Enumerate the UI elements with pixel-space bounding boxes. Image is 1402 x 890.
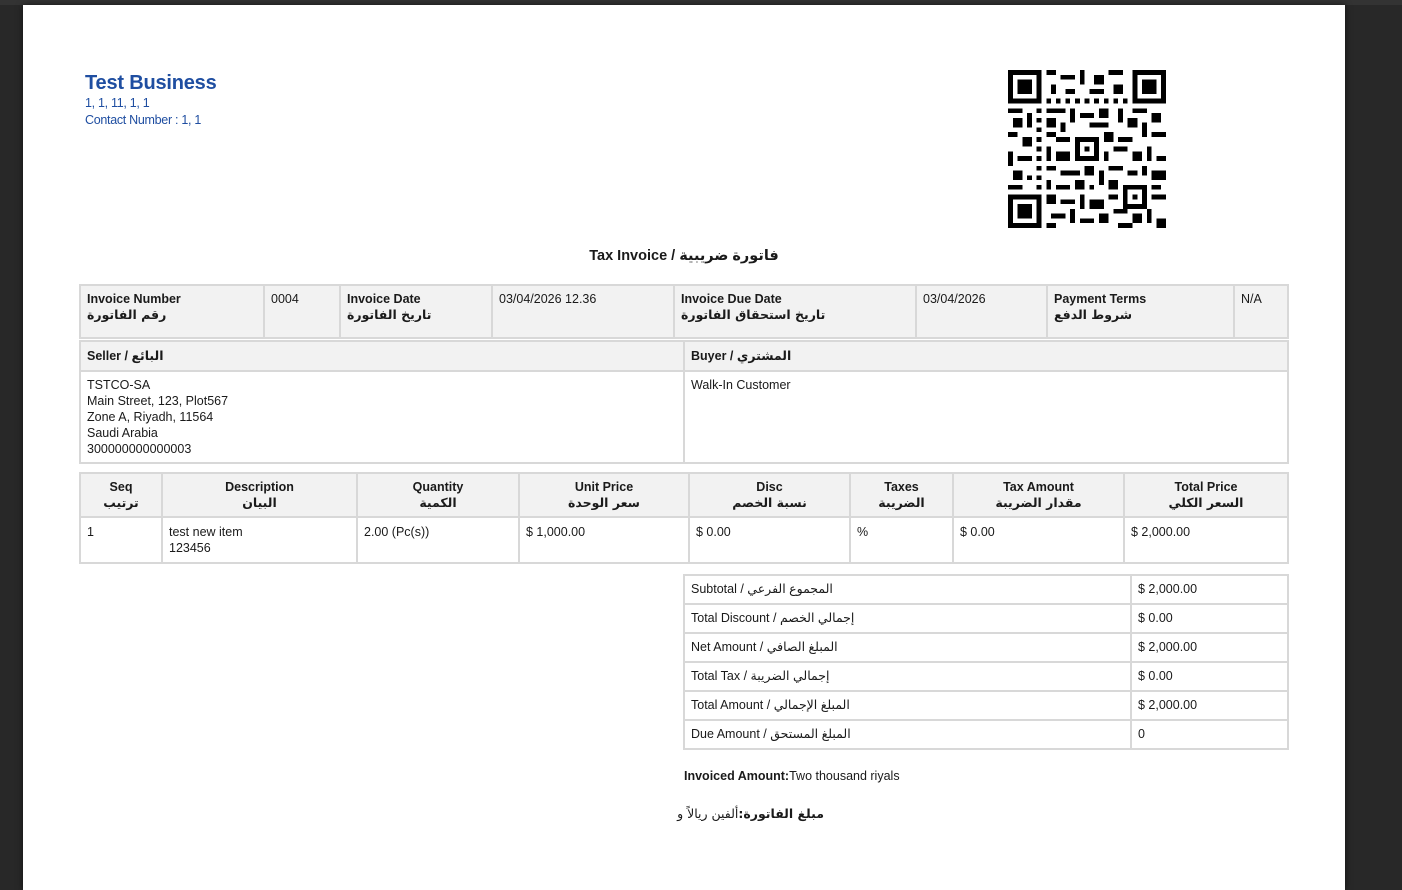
label-ar: شروط الدفع [1054,307,1133,322]
col-label-ar: السعر الكلي [1168,495,1244,510]
label-ar: رقم الفاتورة [87,307,167,322]
payment-terms-label [1047,285,1234,338]
col-label-ar: الضريبة [878,495,925,510]
payment-terms-value: N/A [1234,285,1288,338]
words-label-ar: مبلغ الفاتورة: [738,806,824,821]
item-name: test new item [169,525,243,539]
business-header [85,71,217,129]
col-label-en: Description [225,480,294,494]
cell-unit-price: $ 1,000.00 [519,517,689,563]
col-label-en: Disc [756,480,783,494]
words-label-en: Invoiced Amount: [684,769,790,783]
totals-row-tax [684,662,1288,691]
seller-country: Saudi Arabia [87,426,158,440]
col-label-ar: سعر الوحدة [568,495,640,510]
cell-description [162,517,357,563]
invoice-number-value: 0004 [264,285,340,338]
due-date-value: 03/04/2026 [916,285,1047,338]
cell-disc: $ 0.00 [689,517,850,563]
totals-row-discount [684,604,1288,633]
invoice-meta-table [79,284,1289,339]
col-unit-price [519,473,689,517]
line-items-table [79,472,1289,564]
cell-total-price: $ 2,000.00 [1124,517,1288,563]
totals-label: Total Tax / إجمالي الضريبة [684,662,1131,691]
totals-row-net [684,633,1288,662]
totals-row-subtotal [684,575,1288,604]
col-quantity [357,473,519,517]
label-en: Invoice Date [347,292,421,306]
col-label-ar: البيان [242,495,277,510]
invoice-date-label [340,285,492,338]
totals-label: Total Discount / إجمالي الخصم [684,604,1131,633]
col-label-en: Tax Amount [1003,480,1074,494]
totals-value: $ 2,000.00 [1131,691,1288,720]
col-label-en: Taxes [884,480,919,494]
parties-table [79,340,1289,464]
seller-header: Seller / البائع [80,341,684,371]
amount-in-words-en [684,769,900,783]
col-label-ar: الكمية [419,495,457,510]
business-name: Test Business [85,72,217,94]
totals-label: Due Amount / المبلغ المستحق [684,720,1131,749]
words-value-ar: ألفين ريالاً و [677,806,739,821]
due-date-label [674,285,916,338]
table-row [80,517,1288,563]
words-value-en: Two thousand riyals [789,769,900,783]
seller-city: Zone A, Riyadh, 11564 [87,410,214,424]
col-label-en: Total Price [1174,480,1238,494]
buyer-header: Buyer / المشتري [684,341,1288,371]
totals-label: Net Amount / المبلغ الصافي [684,633,1131,662]
totals-row-due [684,720,1288,749]
col-taxes [850,473,953,517]
business-contact: Contact Number : 1, 1 [85,113,201,127]
label-en: Payment Terms [1054,292,1147,306]
buyer-name: Walk-In Customer [691,378,791,392]
col-seq [80,473,162,517]
seller-street: Main Street, 123, Plot567 [87,394,229,408]
col-label-ar: ترتيب [103,495,139,510]
totals-value: 0 [1131,720,1288,749]
items-header-row [80,473,1288,517]
col-label-en: Unit Price [574,480,634,494]
cell-seq: 1 [80,517,162,563]
totals-value: $ 0.00 [1131,604,1288,633]
seller-details [80,371,684,463]
cell-tax-amount: $ 0.00 [953,517,1124,563]
col-description [162,473,357,517]
item-code: 123456 [169,541,211,555]
label-ar: تاريخ استحقاق الفاتورة [681,307,826,322]
cell-taxes: % [850,517,953,563]
invoice-page [23,5,1345,890]
seller-name: TSTCO-SA [87,378,151,392]
totals-table [683,574,1289,750]
label-en: Invoice Due Date [681,292,782,306]
col-label-ar: مقدار الضريبة [995,495,1082,510]
totals-label: Subtotal / المجموع الفرعي [684,575,1131,604]
buyer-details [684,371,1288,463]
totals-label: Total Amount / المبلغ الإجمالي [684,691,1131,720]
totals-value: $ 2,000.00 [1131,633,1288,662]
business-address: 1, 1, 11, 1, 1 [85,96,150,110]
cell-quantity: 2.00 (Pc(s)) [357,517,519,563]
document-title: Tax Invoice / فاتورة ضريبية [589,248,779,264]
label-en: Invoice Number [87,292,181,306]
col-tax-amount [953,473,1124,517]
seller-vat-number: 300000000000003 [87,442,192,456]
col-label-ar: نسبة الخصم [732,495,807,510]
qr-code-icon [1008,70,1166,228]
col-label-en: Quantity [412,480,464,494]
amount-in-words-ar [677,806,824,821]
invoice-date-value: 03/04/2026 12.36 [492,285,674,338]
label-ar: تاريخ الفاتورة [347,307,432,322]
invoice-number-label [80,285,264,338]
col-label-en: Seq [109,480,133,494]
col-disc [689,473,850,517]
totals-row-total [684,691,1288,720]
totals-value: $ 0.00 [1131,662,1288,691]
totals-value: $ 2,000.00 [1131,575,1288,604]
col-total-price [1124,473,1288,517]
